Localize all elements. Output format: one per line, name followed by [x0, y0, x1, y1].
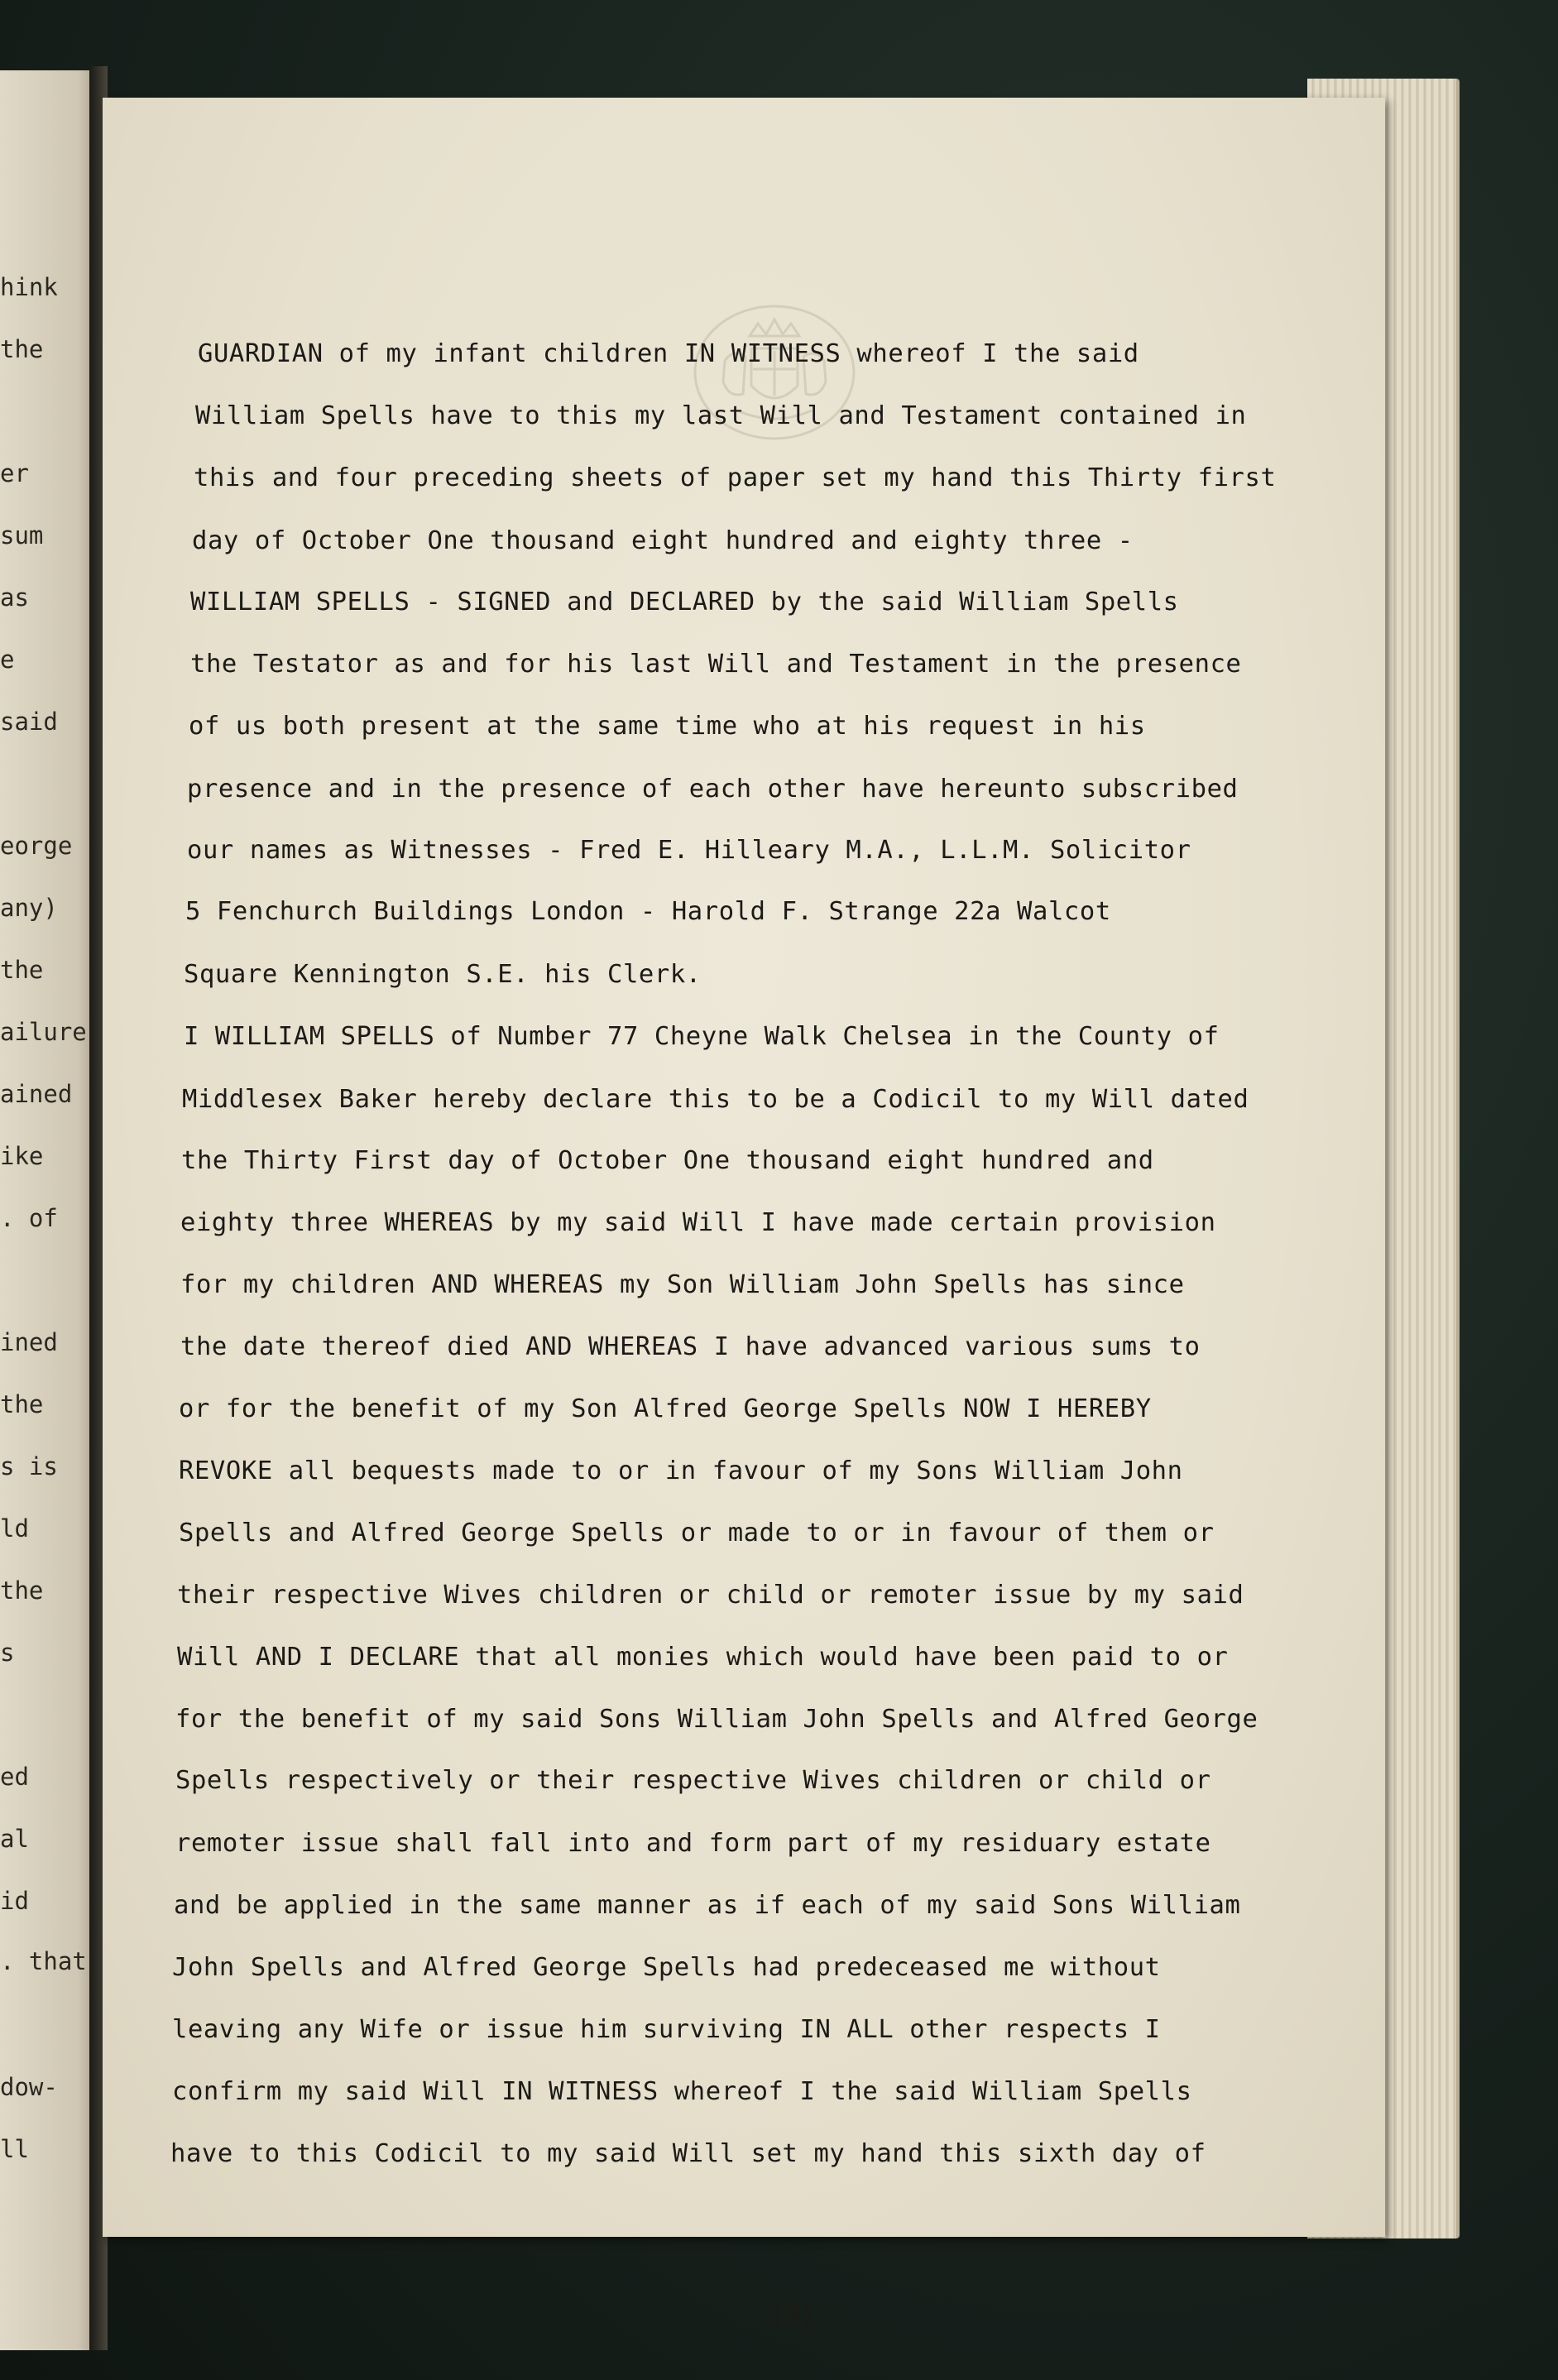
text-line: confirm my said Will IN WITNESS whereof I the said William Spells	[172, 2077, 1192, 2106]
text-line: have to this Codicil to my said Will set my hand this sixth day of	[170, 2139, 1206, 2168]
text-line: remoter issue shall fall into and form part of my residuary estate	[175, 1829, 1211, 1858]
text-line: or for the benefit of my Son Alfred George Spells NOW I HEREBY	[179, 1394, 1152, 1423]
document-body	[103, 98, 1385, 2237]
text-line: the Testator as and for his last Will and Testament in the presence	[190, 650, 1242, 679]
left-page-fragment: s	[0, 1639, 15, 1667]
document-page	[103, 98, 1385, 2332]
left-page-fragment: . of	[0, 1204, 58, 1232]
text-line: the Thirty First day of October One thousand eight hundred and	[181, 1146, 1154, 1175]
text-line: GUARDIAN of my infant children IN WITNESS whereof I the said	[198, 339, 1139, 368]
text-line: of us both present at the same time who at his request in his	[189, 712, 1146, 741]
text-line: for the benefit of my said Sons William John Spells and Alfred George	[175, 1705, 1258, 1734]
left-page-fragment: id	[0, 1887, 29, 1915]
text-line: Square Kennington S.E. his Clerk.	[184, 960, 702, 989]
text-line: their respective Wives children or child or remoter issue by my said	[177, 1581, 1244, 1610]
left-page-fragment: ike	[0, 1142, 44, 1170]
text-line: presence and in the presence of each other have hereunto subscribed	[187, 775, 1239, 804]
left-page-fragment: the	[0, 335, 44, 363]
text-line: for my children AND WHEREAS my Son William John Spells has since	[180, 1270, 1185, 1299]
left-page-fragment: e	[0, 645, 15, 674]
left-page-fragment: ll	[0, 2135, 29, 2163]
text-line: John Spells and Alfred George Spells had predeceased me without	[172, 1953, 1161, 1982]
text-line: I WILLIAM SPELLS of Number 77 Cheyne Walk Chelsea in the County of	[184, 1022, 1220, 1051]
text-line: Spells respectively or their respective Wives children or child or	[175, 1766, 1211, 1795]
left-page-fragment: the	[0, 1576, 44, 1605]
left-page-fragment: the	[0, 956, 44, 984]
left-page-fragment: hink	[0, 273, 58, 301]
left-page-fragment: ined	[0, 1328, 58, 1356]
left-page-fragment: ained	[0, 1080, 73, 1108]
text-line: this and four preceding sheets of paper set my hand this Thirty first	[194, 463, 1277, 492]
left-page-edge	[0, 70, 98, 2350]
left-page-fragment: eorge	[0, 832, 73, 860]
page-number: (9)	[773, 2299, 813, 2332]
left-page-fragment: . that	[0, 1947, 87, 1975]
text-line: Middlesex Baker hereby declare this to be a Codicil to my Will dated	[182, 1085, 1249, 1114]
left-page-fragment: sum	[0, 521, 44, 549]
left-page-fragment: dow-	[0, 2073, 58, 2101]
left-page-fragment: as	[0, 583, 29, 612]
text-line: the date thereof died AND WHEREAS I have advanced various sums to	[180, 1332, 1201, 1361]
text-line: our names as Witnesses - Fred E. Hilleary M.A., L.L.M. Solicitor	[187, 836, 1191, 865]
left-page-fragment: said	[0, 708, 58, 736]
text-line: WILLIAM SPELLS - SIGNED and DECLARED by the said William Spells	[190, 588, 1179, 617]
text-line: and be applied in the same manner as if each of my said Sons William	[174, 1891, 1241, 1920]
left-page-fragment: er	[0, 459, 29, 487]
left-page-fragment: al	[0, 1825, 29, 1853]
text-line: 5 Fenchurch Buildings London - Harold F. Strange 22a Walcot	[185, 897, 1111, 926]
left-page-fragment: s is	[0, 1452, 58, 1480]
text-line: eighty three WHEREAS by my said Will I have made certain provision	[180, 1208, 1216, 1237]
text-line: Spells and Alfred George Spells or made to or in favour of them or	[179, 1519, 1215, 1547]
text-line: REVOKE all bequests made to or in favour of my Sons William John	[179, 1456, 1183, 1485]
left-page-fragment: ed	[0, 1763, 29, 1791]
left-page-fragment: ld	[0, 1514, 29, 1543]
text-line: day of October One thousand eight hundred and eighty three -	[192, 526, 1134, 555]
text-line: leaving any Wife or issue him surviving IN ALL other respects I	[172, 2015, 1161, 2044]
left-page-fragment: ailure	[0, 1018, 87, 1046]
left-page-fragment: any)	[0, 894, 58, 922]
left-page-fragment: the	[0, 1390, 44, 1418]
text-line: Will AND I DECLARE that all monies which would have been paid to or	[177, 1643, 1229, 1672]
text-line: William Spells have to this my last Will and Testament contained in	[195, 401, 1247, 430]
